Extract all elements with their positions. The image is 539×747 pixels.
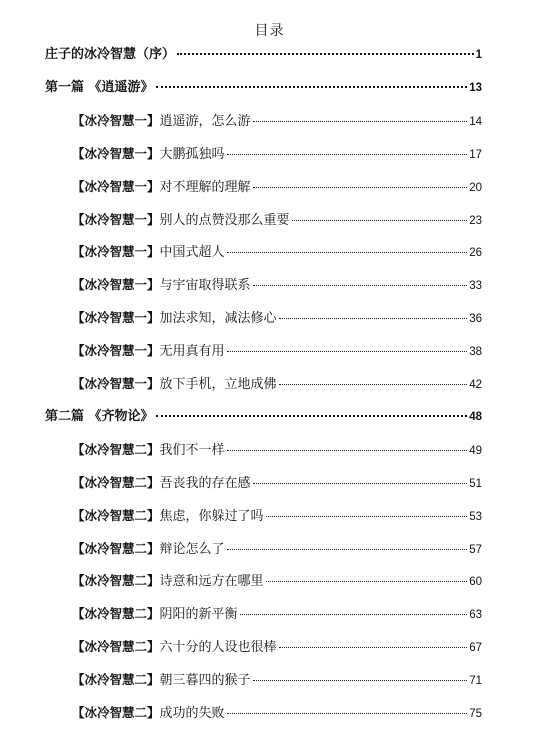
toc-entry-prefix: 【冰冷智慧二】	[72, 475, 160, 490]
toc-dot-leader	[266, 516, 468, 517]
toc-entry-text: 第二篇 《齐物论》	[45, 408, 154, 424]
toc-entry-text: 逍遥游，怎么游	[159, 113, 251, 129]
toc-entry-text: 大鹏孤独吗	[159, 146, 225, 162]
toc-section-entry[interactable]	[72, 275, 482, 295]
toc-entry-text: 我们不一样	[159, 442, 225, 458]
toc-section-entry[interactable]	[72, 637, 482, 657]
toc-section-entry[interactable]	[72, 703, 482, 723]
toc-section-entry[interactable]	[72, 440, 482, 460]
toc-entry-label	[72, 341, 225, 362]
toc-page-number: 38	[469, 346, 482, 359]
toc-entry-prefix: 【冰冷智慧二】	[72, 673, 160, 688]
toc-page-number: 1	[475, 49, 482, 61]
toc-chapter-entry[interactable]	[45, 78, 482, 98]
toc-entry-label	[72, 506, 264, 527]
toc-entry-prefix: 【冰冷智慧二】	[72, 706, 160, 720]
toc-dot-leader	[227, 154, 468, 155]
toc-section-entry[interactable]	[72, 177, 482, 197]
toc-dot-leader	[279, 647, 468, 648]
toc-entry-prefix: 【冰冷智慧二】	[72, 442, 160, 457]
toc-dot-leader	[227, 351, 468, 352]
toc-dot-leader	[292, 220, 468, 221]
toc-dot-leader	[253, 680, 468, 681]
toc-page-number: 23	[469, 214, 482, 227]
toc-entry-prefix: 【冰冷智慧一】	[72, 377, 160, 391]
toc-dot-leader	[227, 713, 468, 714]
toc-entry-label	[72, 242, 225, 263]
toc-page-number: 33	[469, 280, 482, 293]
toc-section-entry[interactable]	[72, 341, 482, 361]
toc-entry-prefix: 【冰冷智慧一】	[72, 278, 160, 293]
toc-page-number: 17	[469, 148, 482, 161]
toc-section-entry[interactable]	[72, 473, 482, 493]
toc-entry-text: 六十分的人设也很棒	[159, 640, 277, 656]
toc-entry-text: 放下手机，立地成佛	[159, 377, 277, 392]
toc-entry-prefix: 【冰冷智慧二】	[72, 541, 160, 556]
toc-dot-leader	[156, 415, 468, 417]
toc-entry-label	[72, 473, 251, 494]
toc-entry-text: 庄子的冰冷智慧（序）	[45, 47, 176, 62]
toc-page-number: 49	[469, 444, 482, 457]
toc-dot-leader	[227, 549, 468, 550]
toc-entry-prefix: 【冰冷智慧一】	[72, 179, 160, 194]
toc-entry-label	[45, 78, 154, 98]
toc-page-number: 36	[469, 313, 482, 326]
toc-entry-label	[72, 275, 251, 296]
toc-entry-prefix: 【冰冷智慧二】	[72, 574, 160, 589]
toc-entry-label	[72, 440, 225, 461]
toc-entry-text: 诗意和远方在哪里	[159, 574, 264, 590]
toc-entry-prefix: 【冰冷智慧一】	[72, 212, 160, 227]
toc-section-entry[interactable]	[72, 604, 482, 624]
toc-entry-label	[72, 637, 277, 658]
toc-page-number: 63	[469, 609, 482, 622]
toc-entry-prefix: 【冰冷智慧一】	[72, 113, 160, 128]
toc-page-number: 60	[469, 576, 482, 589]
toc-section-entry[interactable]	[72, 539, 482, 559]
toc-entry-prefix: 【冰冷智慧一】	[72, 146, 160, 161]
toc-entry-text: 中国式超人	[159, 245, 225, 261]
toc-dot-leader	[240, 614, 468, 615]
toc-entry-prefix: 【冰冷智慧一】	[72, 344, 160, 359]
toc-page-number: 48	[469, 410, 482, 423]
toc-dot-leader	[253, 121, 468, 122]
toc-entry-label	[72, 177, 251, 198]
toc-dot-leader	[227, 450, 468, 451]
toc-entry-label	[72, 670, 251, 691]
toc-page-number: 53	[469, 510, 482, 523]
toc-entry-prefix: 【冰冷智慧二】	[72, 607, 160, 622]
toc-entry-text: 焦虑，你躲过了吗	[159, 508, 264, 524]
toc-section-entry[interactable]	[72, 242, 482, 262]
page-title: 目录	[254, 23, 285, 39]
toc-section-entry[interactable]	[72, 506, 482, 526]
toc-page-number: 71	[469, 675, 482, 688]
toc-entry-text: 与宇宙取得联系	[159, 278, 251, 294]
toc-section-entry[interactable]	[72, 210, 482, 230]
toc-entry-prefix: 【冰冷智慧二】	[72, 640, 160, 655]
toc-entry-text: 加法求知，减法修心	[159, 311, 277, 327]
toc-page-number: 75	[469, 708, 482, 720]
toc-entry-label	[72, 111, 251, 132]
toc-page-number: 13	[469, 81, 482, 94]
toc-section-entry[interactable]	[72, 571, 482, 591]
toc-dot-leader	[253, 187, 468, 188]
toc-entry-label	[72, 604, 238, 625]
toc-entry-label	[72, 374, 277, 395]
toc-dot-leader	[279, 384, 468, 385]
toc-page-number: 42	[469, 379, 482, 391]
toc-page-number: 14	[469, 115, 482, 128]
toc-entry-text: 朝三暮四的猴子	[159, 673, 251, 689]
toc-entry-prefix: 【冰冷智慧一】	[72, 311, 160, 326]
toc-entry-label	[72, 144, 225, 165]
toc-page-number: 57	[469, 543, 482, 556]
toc-section-entry[interactable]	[72, 670, 482, 690]
toc-entry-label	[72, 571, 264, 592]
toc-dot-leader	[253, 285, 468, 286]
toc-entry-text: 辩论怎么了	[159, 541, 225, 557]
toc-dot-leader	[177, 53, 474, 55]
toc-page-number: 20	[469, 181, 482, 194]
toc-page-number: 67	[469, 642, 482, 655]
toc-entry-text: 阴阳的新平衡	[159, 607, 238, 623]
toc-page-number: 26	[469, 247, 482, 260]
toc-entry-text: 吾丧我的存在感	[159, 475, 251, 491]
toc-entry-label	[72, 703, 225, 724]
toc-entry-label	[72, 539, 225, 560]
toc-entry-label	[72, 210, 290, 231]
toc-section-entry[interactable]	[72, 111, 482, 131]
toc-entry-text: 成功的失败	[159, 706, 225, 721]
toc-chapter-entry[interactable]	[45, 45, 482, 65]
toc-entry-label	[72, 308, 277, 329]
toc-entry-text: 第一篇 《逍遥游》	[45, 79, 154, 95]
toc-dot-leader	[253, 483, 468, 484]
toc-dot-leader	[156, 86, 468, 88]
toc-section-entry[interactable]	[72, 308, 482, 328]
toc-entry-label	[45, 407, 154, 427]
toc-entry-text: 对不理解的理解	[159, 179, 251, 195]
toc-entry-prefix: 【冰冷智慧二】	[72, 508, 160, 523]
toc-entry-text: 无用真有用	[159, 344, 225, 360]
toc-entry-label	[45, 45, 175, 65]
toc-dot-leader	[266, 581, 468, 582]
toc-dot-leader	[279, 318, 468, 319]
toc-section-entry[interactable]	[72, 144, 482, 164]
toc-section-entry[interactable]	[72, 374, 482, 394]
toc-page-number: 51	[469, 477, 482, 490]
toc-entry-prefix: 【冰冷智慧一】	[72, 245, 160, 260]
toc-entry-text: 别人的点赞没那么重要	[159, 212, 290, 228]
toc-chapter-entry[interactable]	[45, 407, 482, 427]
toc-dot-leader	[227, 252, 468, 253]
